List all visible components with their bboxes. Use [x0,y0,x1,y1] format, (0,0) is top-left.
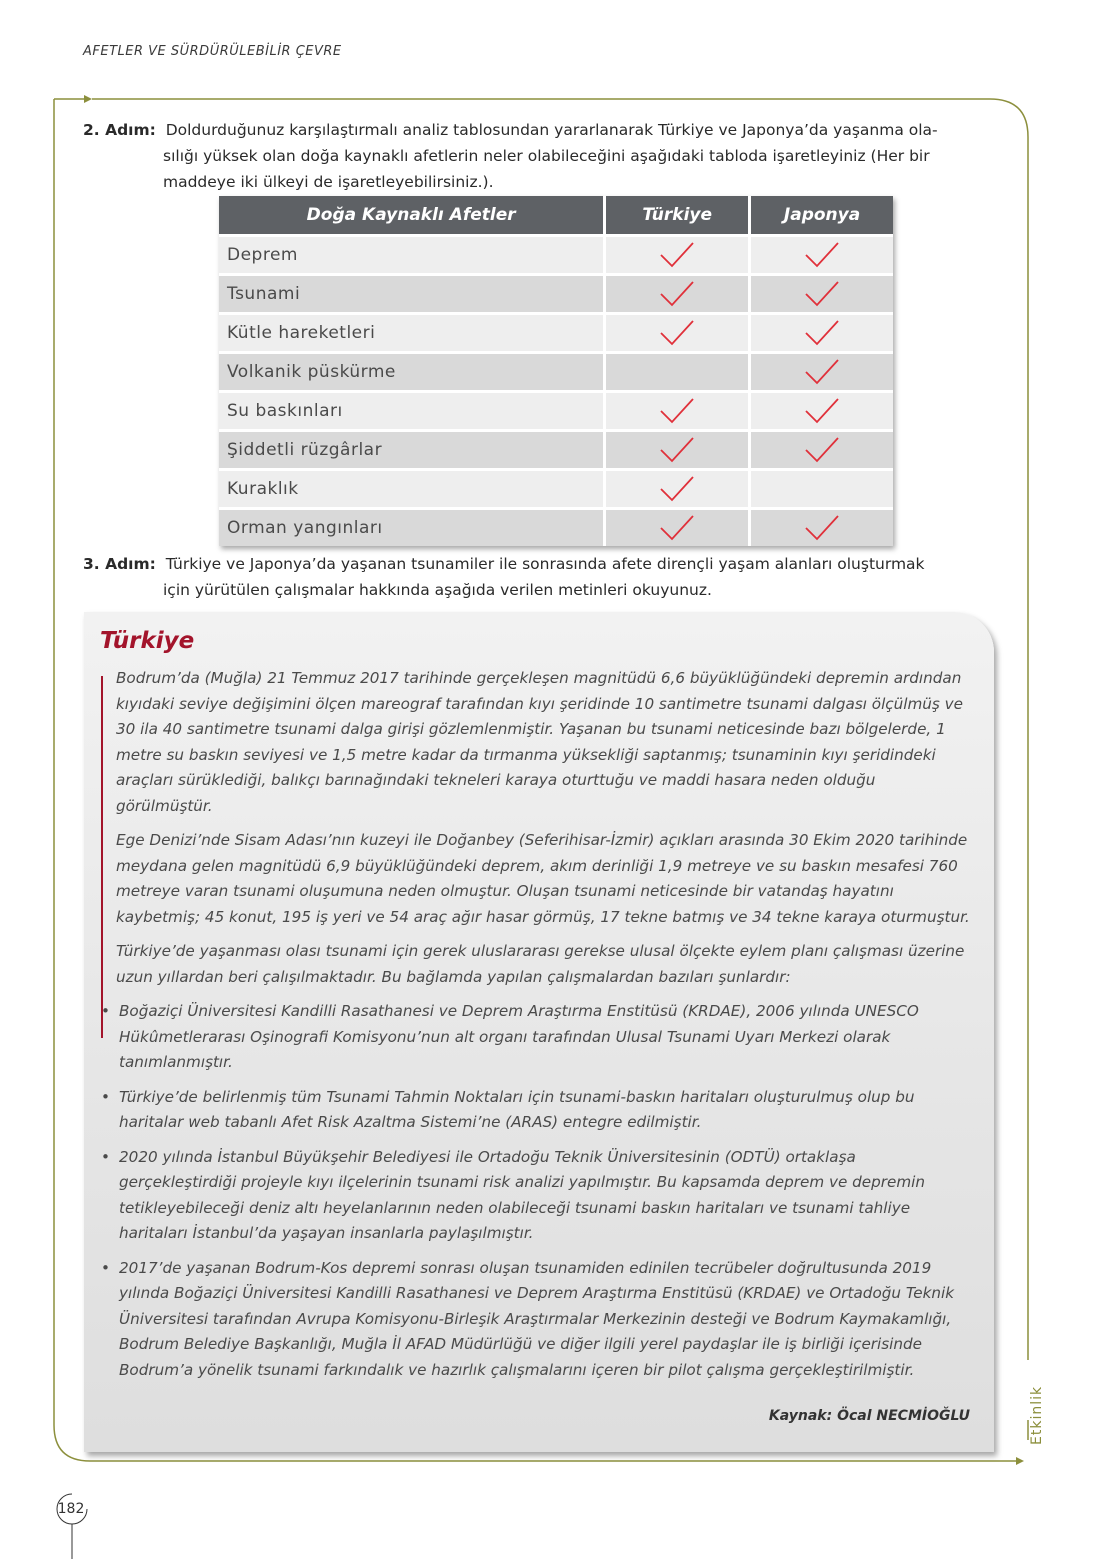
cell-japonya [750,509,893,547]
table-row [219,392,893,431]
list-item: • 2017’de yaşanan Bodrum-Kos depremi sonrası oluşan tsunamiden edinilen tecrübeler doğrultusunda 2019 yılında Boğaziçi Üniversitesi Kandilli Rasathanesi ve Deprem Araştırma Enstitüsü (KRDAE) ve Ortadoğu Teknik Üniversitesi tarafından Avrupa Komisyonu-Birleşik Araştırmalar Merkezinin desteği ve Bodrum Kaymakamlığı, Bodrum Belediye Başkanlığı, Muğla İl AFAD Müdürlüğü ve diğer ilgili yerel paydaşlar ile iş birliği içerisinde Bodrum’a yönelik tsunami farkındalık ve hazırlık çalışmalarını içeren bir pilot çalışma gerçekleştirilmiştir. [101,1256,961,1384]
disaster-name: Kuraklık [219,470,605,509]
column-header-disasters: Doğa Kaynaklı Afetler [219,196,605,236]
disaster-name: Su baskınları [219,392,605,431]
column-header-japonya: Japonya [750,196,893,236]
disaster-name: Orman yangınları [219,509,605,547]
column-header-turkiye: Türkiye [605,196,750,236]
disaster-table [219,196,893,546]
disaster-name: Deprem [219,236,605,275]
step-2-line-2: sılığı yüksek olan doğa kaynaklı afetlerin neler olabileceğini aşağıdaki tabloda işaretleyiniz (Her bir [163,147,930,165]
checkmark-icon [802,323,842,343]
panel-body [116,666,976,1392]
table-row [219,353,893,392]
cell-japonya [750,353,893,392]
list-item: • Boğaziçi Üniversitesi Kandilli Rasathanesi ve Deprem Araştırma Enstitüsü (KRDAE), 2006 yılında UNESCO Hükûmetlerarası Oşinografi Komisyonu’nun alt organı tarafından Ulusal Tsunami Uyarı Merkezi olarak tanımlanmıştır. [101,999,961,1076]
table-row [219,509,893,547]
step-2-line-1: Doldurduğunuz karşılaştırmalı analiz tablosundan yararlanarak Türkiye ve Japonya’da yaşanma ola- [165,121,938,139]
step-2-label: 2. Adım: [83,121,156,139]
checkmark-icon [802,284,842,304]
step-3-line-2: için yürütülen çalışmalar hakkında aşağıda verilen metinleri okuyunuz. [163,581,712,599]
checkmark-icon [802,245,842,265]
checkmark-icon [657,401,697,421]
side-tab-label: Etkinlik [1029,1385,1045,1445]
cell-turkiye [605,509,750,547]
list-item: • 2020 yılında İstanbul Büyükşehir Belediyesi ile Ortadoğu Teknik Üniversitesinin (ODTÜ) ortaklaşa gerçekleştirdiği projeyle kıyı ilçelerinin tsunami risk analizi yapılmıştır. Bu kapsamda deprem ve depremin tetikleyebileceği deniz altı heyelanlarının neden olabileceği tsunami baskın haritaları ve tsunami tahliye haritaları İstanbul’da yaşayan insanlarla paylaşılmıştır. [101,1145,961,1247]
checkmark-icon [657,245,697,265]
disaster-name: Volkanik püskürme [219,353,605,392]
cell-japonya [750,470,893,509]
checkmark-icon [657,284,697,304]
cell-turkiye [605,314,750,353]
table-row [219,470,893,509]
turkiye-panel [84,612,994,1452]
table-row [219,275,893,314]
table-row [219,431,893,470]
disaster-name: Şiddetli rüzgârlar [219,431,605,470]
checkmark-icon [657,479,697,499]
cell-turkiye [605,275,750,314]
checkmark-icon [802,362,842,382]
checkmark-icon [802,518,842,538]
step-3-label: 3. Adım: [83,555,156,573]
step-2 [83,117,1003,195]
panel-title: Türkiye [100,628,195,654]
table-row [219,236,893,275]
cell-turkiye [605,431,750,470]
disaster-name: Tsunami [219,275,605,314]
paragraph-action-plan: Türkiye’de yaşanması olası tsunami için gerek uluslararası gerekse ulusal ölçekte eylem planı çalışması üzerine uzun yıllardan beri çalışılmaktadır. Bu bağlamda yapılan çalışmalardan bazıları şunlardır: [116,942,965,986]
paragraph-ege: Ege Denizi’nde Sisam Adası’nın kuzeyi ile Doğanbey (Seferihisar-İzmir) açıkları arasında 30 Ekim 2020 tarihinde meydana gelen magnitüdü 6,9 büyüklüğündeki deprem, akım derinliği 1,9 metreye ve su baskın mesafesi 760 metreye varan tsunami oluşumuna neden olmuştur. Oluşan tsunami neticesinde bir vatandaş hayatını kaybetmiş; 45 konut, 195 iş yeri ve 54 araç ağır hasar görmüş, 17 tekne batmış ve 34 tekne karaya oturmuştur. [116,831,970,926]
cell-turkiye [605,392,750,431]
step-3-line-1: Türkiye ve Japonya’da yaşanan tsunamiler ile sonrasında afete dirençli yaşam alanları oluşturmak [165,555,925,573]
cell-turkiye [605,470,750,509]
disaster-name: Kütle hareketleri [219,314,605,353]
panel-accent-rule [101,676,103,1038]
cell-japonya [750,431,893,470]
checkmark-icon [657,440,697,460]
step-3 [83,551,1003,603]
running-header: AFETLER VE SÜRDÜRÜLEBİLİR ÇEVRE [83,44,342,59]
table-row [219,314,893,353]
cell-japonya [750,275,893,314]
source-citation: Kaynak: Öcal NECMİOĞLU [768,1408,970,1424]
cell-turkiye [605,353,750,392]
cell-japonya [750,392,893,431]
page-number: 182 [57,1501,85,1517]
paragraph-bodrum: Bodrum’da (Muğla) 21 Temmuz 2017 tarihinde gerçekleşen magnitüdü 6,6 büyüklüğündeki depremin ardından kıyıdaki seviye değişimini ölçen mareograf tarafından kıyı şeridinde 10 santimetre tsunami dalgası ölçülmüş ve 30 ila 40 santimetre tsunami dalga girişi gözlemlenmiştir. Yaşanan bu tsunami neticesinde bazı bölgelerde, 1 metre su baskın seviyesi ve 1,5 metre kadar da tırmanma yüksekliği saptanmış; tsunaminin kıyı şeridindeki araçları sürüklediği, balıkçı barınağındaki tekneleri karaya oturttuğu ve maddi hasara neden olduğu görülmüştür. [116,669,963,815]
checkmark-icon [657,518,697,538]
step-2-line-3: maddeye iki ülkeyi de işaretleyebilirsiniz.). [163,173,494,191]
checkmark-icon [802,401,842,421]
checkmark-icon [802,440,842,460]
bullet-list [101,999,961,1383]
cell-japonya [750,314,893,353]
cell-japonya [750,236,893,275]
checkmark-icon [657,323,697,343]
list-item: • Türkiye’de belirlenmiş tüm Tsunami Tahmin Noktaları için tsunami-baskın haritaları oluşturulmuş olup bu haritalar web tabanlı Afet Risk Azaltma Sistemi’ne (ARAS) entegre edilmiştir. [101,1085,961,1136]
side-tab [1020,1360,1045,1450]
cell-turkiye [605,236,750,275]
